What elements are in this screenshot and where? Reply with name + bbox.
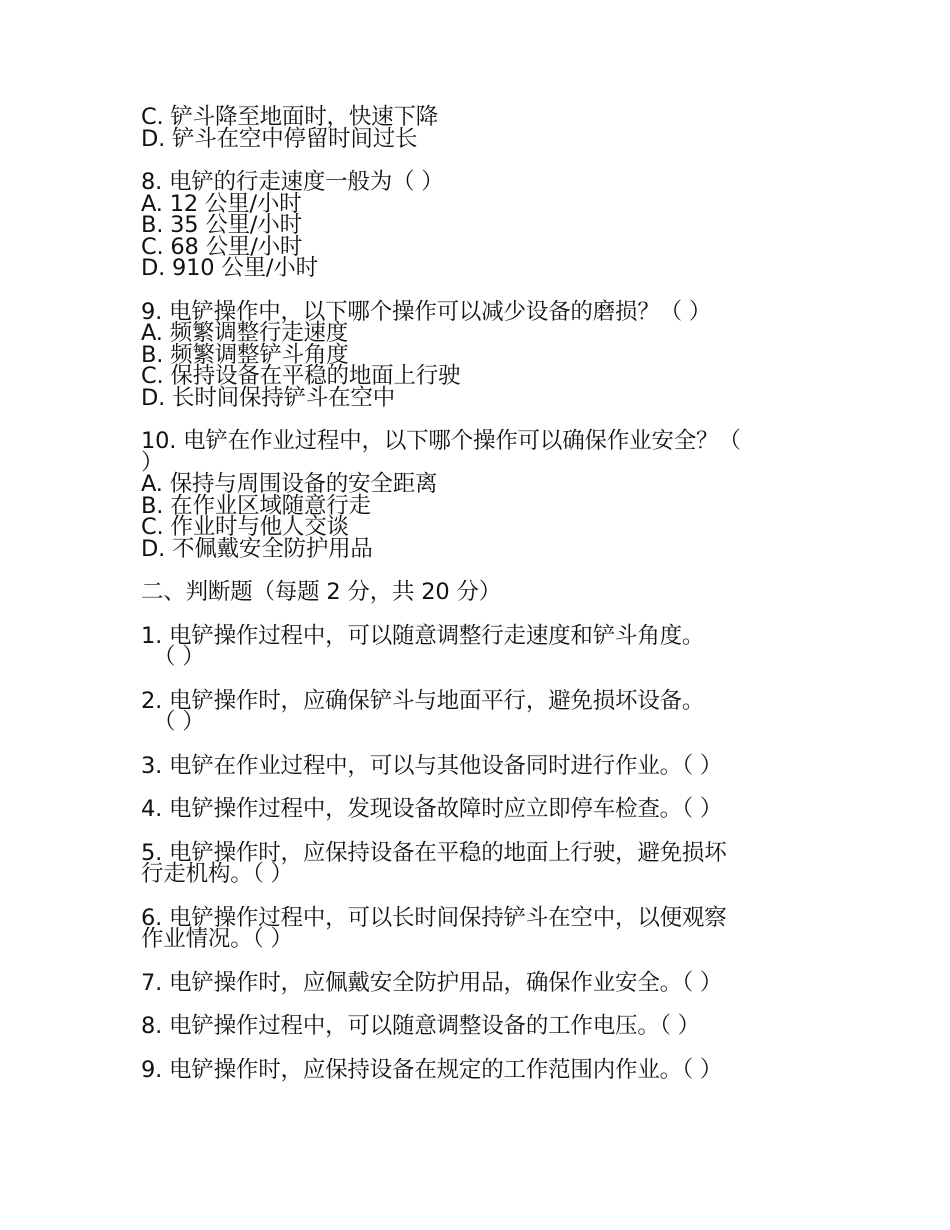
judge-item-7 [141, 969, 811, 996]
option-a: A. 保持与周围设备的安全距离 [141, 471, 438, 497]
judge-line1: 4. 电铲操作过程中，发现设备故障时应立即停车检查。（ ） [141, 796, 723, 822]
option-b: B. 在作业区域随意行走 [141, 492, 371, 519]
judge-item-1 [141, 622, 811, 670]
judge-item-2 [141, 687, 811, 735]
judge-line1: 6. 电铲操作过程中，可以长时间保持铲斗在空中，以便观察 [141, 904, 727, 931]
option-b: B. 频繁调整铲斗角度 [141, 341, 349, 368]
judge-line1: 1. 电铲操作过程中，可以随意调整行走速度和铲斗角度。 [141, 622, 705, 649]
option-d: D. 不佩戴安全防护用品 [141, 535, 373, 562]
judge-item-4 [141, 796, 811, 822]
judge-line2: （ ） [153, 709, 205, 735]
option-d: D. 910 公里/小时 [141, 255, 318, 281]
question-stem-line1: 10. 电铲在作业过程中，以下哪个操作可以确保作业安全？（ [141, 428, 741, 454]
option-a: A. 12 公里/小时 [141, 190, 302, 217]
option-a: A. 频繁调整行走速度 [141, 320, 349, 346]
judge-item-6 [141, 904, 811, 952]
question-stem: 9. 电铲操作中，以下哪个操作可以减少设备的磨损？（ ） [141, 298, 712, 325]
option-c: C. 铲斗降至地面时，快速下降 [141, 104, 439, 130]
question-stem-line2: ） [141, 449, 164, 476]
judge-item-5 [141, 839, 811, 887]
option-b: B. 35 公里/小时 [141, 212, 302, 238]
judge-line1: 9. 电铲操作时，应保持设备在规定的工作范围内作业。（ ） [141, 1056, 723, 1083]
option-c: C. 保持设备在平稳的地面上行驶 [141, 363, 461, 389]
judge-line2: （ ） [153, 644, 205, 670]
question-9 [141, 298, 811, 411]
question-10 [141, 428, 811, 562]
option-d: D. 铲斗在空中停留时间过长 [141, 125, 418, 152]
section-title: 二、判断题（每题 2 分，共 20 分） [141, 579, 502, 605]
judge-line1: 2. 电铲操作时，应确保铲斗与地面平行，避免损坏设备。 [141, 687, 705, 714]
judge-line1: 5. 电铲操作时，应保持设备在平稳的地面上行驶，避免损坏 [141, 839, 727, 866]
judge-line2: 行走机构。（ ） [141, 861, 293, 887]
judge-line1: 3. 电铲在作业过程中，可以与其他设备同时进行作业。（ ） [141, 752, 723, 779]
judge-item-9 [141, 1056, 811, 1083]
judge-item-8 [141, 1013, 811, 1039]
judge-line1: 7. 电铲操作时，应佩戴安全防护用品，确保作业安全。（ ） [141, 969, 723, 996]
option-c: C. 68 公里/小时 [141, 233, 303, 260]
option-d: D. 长时间保持铲斗在空中 [141, 384, 396, 411]
judge-line2: 作业情况。（ ） [141, 926, 293, 952]
judge-item-3 [141, 752, 811, 779]
question-stem: 8. 电铲的行走速度一般为（ ） [141, 169, 444, 195]
judge-line1: 8. 电铲操作过程中，可以随意调整设备的工作电压。（ ） [141, 1013, 700, 1039]
document-page [141, 104, 811, 1083]
question-8 [141, 169, 811, 281]
option-c: C. 作业时与他人交谈 [141, 514, 349, 540]
question-7-options [141, 104, 811, 152]
